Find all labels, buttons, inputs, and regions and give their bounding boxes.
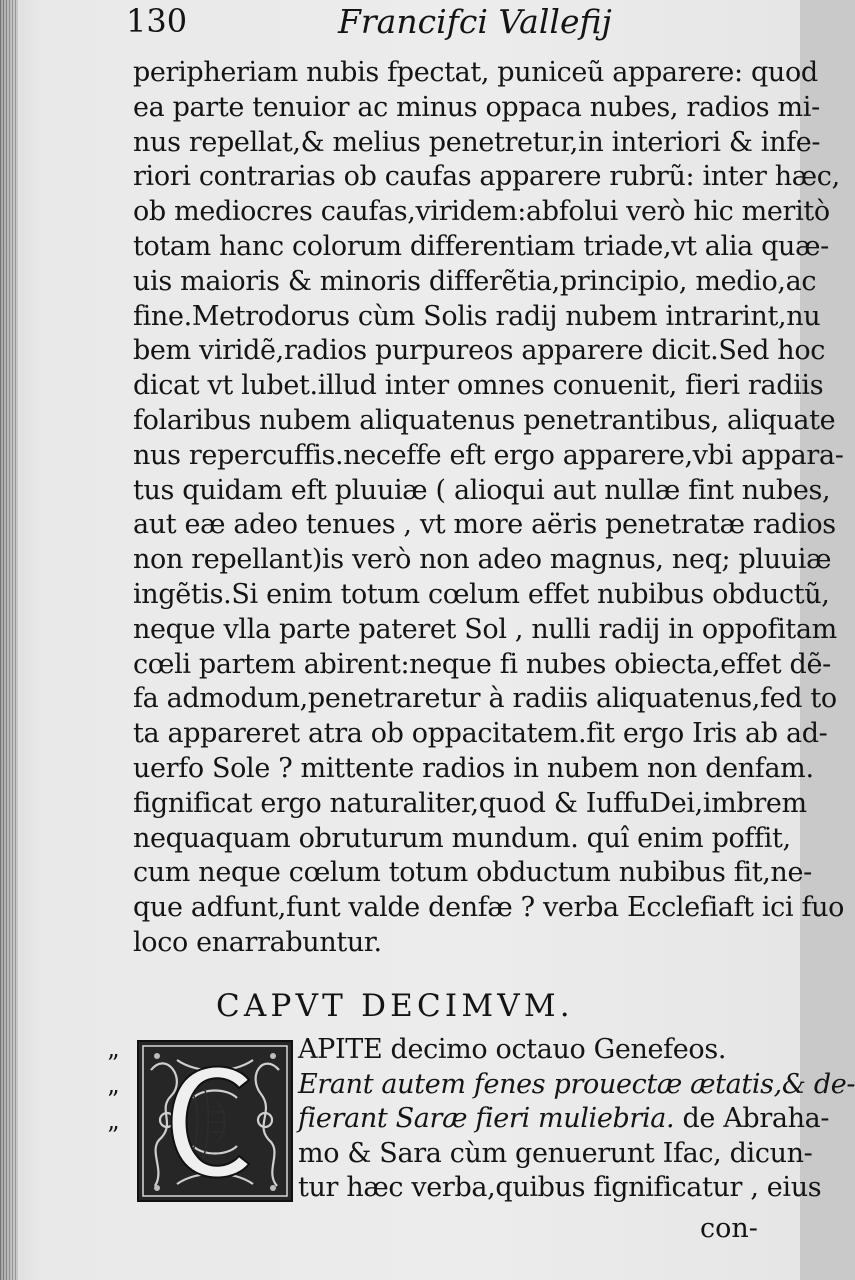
text-line: totam hanc colorum differentiam triade,vt alia quæ-	[133, 230, 829, 262]
text-line: fa admodum,penetraretur à radiis aliquatenus,fed to	[133, 683, 837, 715]
text-line: dicat vt lubet.illud inter omnes conuenit, fieri radiis	[133, 370, 824, 402]
text-line: tur hæc verba,quibus fignificatur , eius	[298, 1172, 822, 1204]
text-line: ta appareret atra ob oppacitatem.fit ergo Iris ab ad-	[133, 718, 828, 750]
chapter-heading: CAPVT DECIMVM.	[216, 988, 574, 1024]
text-line: tus quidam eft pluuiæ ( alioqui aut nullæ fint nubes,	[133, 474, 831, 506]
text-line: folaribus nubem aliquatenus penetrantibus, aliquate	[133, 404, 836, 436]
text-line: nequaquam obruturum mundum. quî enim poffit,	[133, 822, 791, 854]
chapter-opening-text	[298, 1033, 855, 1206]
running-title: Francifci Vallefij	[338, 2, 612, 41]
text-line: loco enarrabuntur.	[133, 926, 382, 958]
book-spine-edge	[0, 0, 18, 1280]
text-line: cum neque cœlum totum obductum nubibus fit,ne-	[133, 857, 812, 889]
text-line: cœli partem abirent:neque fi nubes obiecta,effet dẽ-	[133, 648, 831, 680]
decorated-initial-c-icon	[137, 1040, 293, 1202]
text-line-italic: Erant autem fenes prouectæ ætatis,& de-	[298, 1068, 855, 1100]
text-line: ob mediocres caufas,viridem:abfolui verò hic meritò	[133, 196, 830, 228]
text-line: fignificat ergo naturaliter,quod & IuffuDei,imbrem	[133, 787, 807, 819]
text-line: fine.Metrodorus cùm Solis radij nubem intrarint,nu	[133, 300, 821, 332]
roman-phrase: de Abraha-	[674, 1103, 830, 1135]
text-line: mo & Sara cùm genuerunt Ifac, dicun-	[298, 1137, 813, 1169]
text-line: non repellant)is verò non adeo magnus, neq; pluuiæ	[133, 544, 832, 576]
text-line: peripheriam nubis fpectat, puniceũ apparere: quod	[133, 57, 818, 88]
text-line: ea parte tenuior ac minus oppaca nubes, radios mi-	[133, 91, 820, 123]
text-line: uerfo Sole ? mittente radios in nubem non denfam.	[133, 752, 814, 784]
text-line: que adfunt,funt valde denfæ ? verba Ecclefiaft ici fuo	[133, 892, 845, 924]
page-header	[126, 2, 646, 54]
text-line: nus repercuffis.neceffe eft ergo apparere,vbi appara-	[133, 439, 844, 471]
page-number: 130	[126, 2, 188, 40]
body-text	[133, 56, 845, 961]
text-line: neque vlla parte pateret Sol , nulli radij in oppofitam	[133, 613, 837, 645]
text-line: riori contrarias ob caufas apparere rubrũ: inter hæc,	[133, 161, 840, 193]
marginal-quote-mark: ”	[107, 1122, 120, 1150]
text-line: ingẽtis.Si enim totum cœlum effet nubibus obductũ,	[133, 578, 830, 610]
text-line-mixed	[298, 1102, 830, 1137]
marginal-quote-mark: ”	[107, 1086, 120, 1114]
marginal-quote-mark: ”	[107, 1050, 120, 1078]
catchword: con-	[700, 1213, 758, 1244]
italic-phrase: fierant Saræ fieri muliebria.	[298, 1103, 675, 1135]
text-line: aut eæ adeo tenues , vt more aëris penetratæ radios	[133, 509, 836, 541]
text-line: uis maioris & minoris differẽtia,principio, medio,ac	[133, 265, 817, 297]
text-line: nus repellat,& melius penetretur,in interiori & infe-	[133, 126, 821, 158]
text-line: bem viridẽ,radios purpureos apparere dicit.Sed hoc	[133, 335, 826, 367]
text-line: APITE decimo octauo Genefeos.	[298, 1034, 727, 1065]
